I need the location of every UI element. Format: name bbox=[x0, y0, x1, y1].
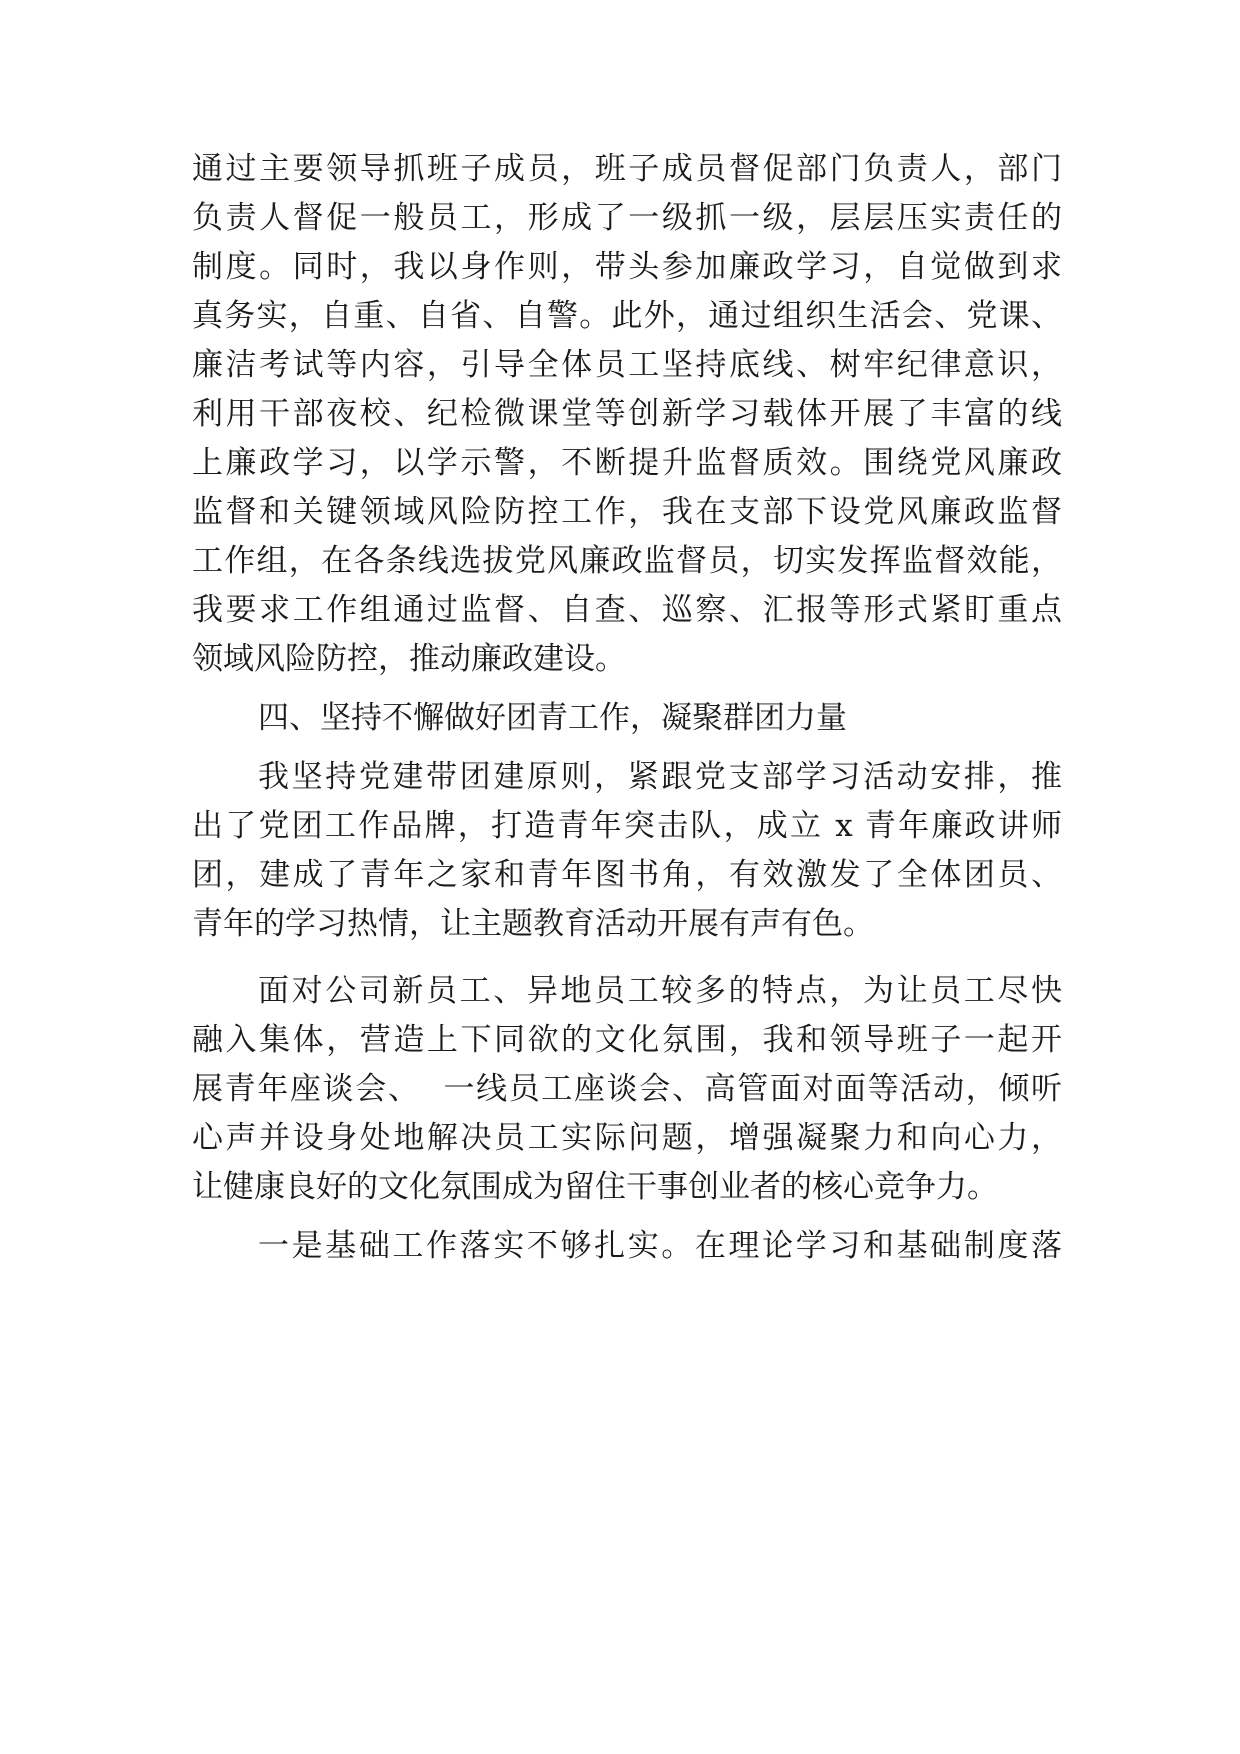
paragraph-line: 心声并设身处地解决员工实际问题，增强凝聚力和向心力， bbox=[192, 1120, 1062, 1156]
paragraph-line: 制度。同时，我以身作则，带头参加廉政学习，自觉做到求 bbox=[192, 249, 1062, 285]
paragraph-line: 出了党团工作品牌，打造青年突击队，成立 x 青年廉政讲师 bbox=[192, 808, 1062, 844]
paragraph-line: 展青年座谈会、 一线员工座谈会、高管面对面等活动，倾听 bbox=[192, 1071, 1062, 1107]
paragraph-line: 领域风险防控，推动廉政建设。 bbox=[192, 641, 626, 677]
paragraph-line: 监督和关键领域风险防控工作，我在支部下设党风廉政监督 bbox=[192, 494, 1062, 530]
paragraph-line: 负责人督促一般员工，形成了一级抓一级，层层压实责任的 bbox=[192, 200, 1062, 236]
paragraph-line: 我要求工作组通过监督、自查、巡察、汇报等形式紧盯重点 bbox=[192, 592, 1062, 628]
paragraph-line: 让健康良好的文化氛围成为留住干事创业者的核心竞争力。 bbox=[192, 1169, 998, 1205]
section-heading: 四、坚持不懈做好团青工作，凝聚群团力量 bbox=[258, 700, 847, 736]
paragraph-line: 真务实，自重、自省、自警。此外，通过组织生活会、党课、 bbox=[192, 298, 1062, 334]
paragraph-line: 面对公司新员工、异地员工较多的特点，为让员工尽快 bbox=[258, 973, 1062, 1009]
paragraph-line: 通过主要领导抓班子成员，班子成员督促部门负责人，部门 bbox=[192, 151, 1062, 187]
paragraph-line: 我坚持党建带团建原则，紧跟党支部学习活动安排，推 bbox=[258, 759, 1062, 795]
paragraph-line: 团，建成了青年之家和青年图书角，有效激发了全体团员、 bbox=[192, 857, 1062, 893]
paragraph-line: 一是基础工作落实不够扎实。在理论学习和基础制度落 bbox=[258, 1228, 1062, 1264]
paragraph-line: 融入集体，营造上下同欲的文化氛围，我和领导班子一起开 bbox=[192, 1022, 1062, 1058]
paragraph-line: 工作组，在各条线选拔党风廉政监督员，切实发挥监督效能， bbox=[192, 543, 1062, 579]
paragraph-line: 廉洁考试等内容，引导全体员工坚持底线、树牢纪律意识， bbox=[192, 347, 1062, 383]
paragraph-line: 青年的学习热情，让主题教育活动开展有声有色。 bbox=[192, 906, 874, 942]
paragraph-line: 利用干部夜校、纪检微课堂等创新学习载体开展了丰富的线 bbox=[192, 396, 1062, 432]
paragraph-line: 上廉政学习，以学示警，不断提升监督质效。围绕党风廉政 bbox=[192, 445, 1062, 481]
